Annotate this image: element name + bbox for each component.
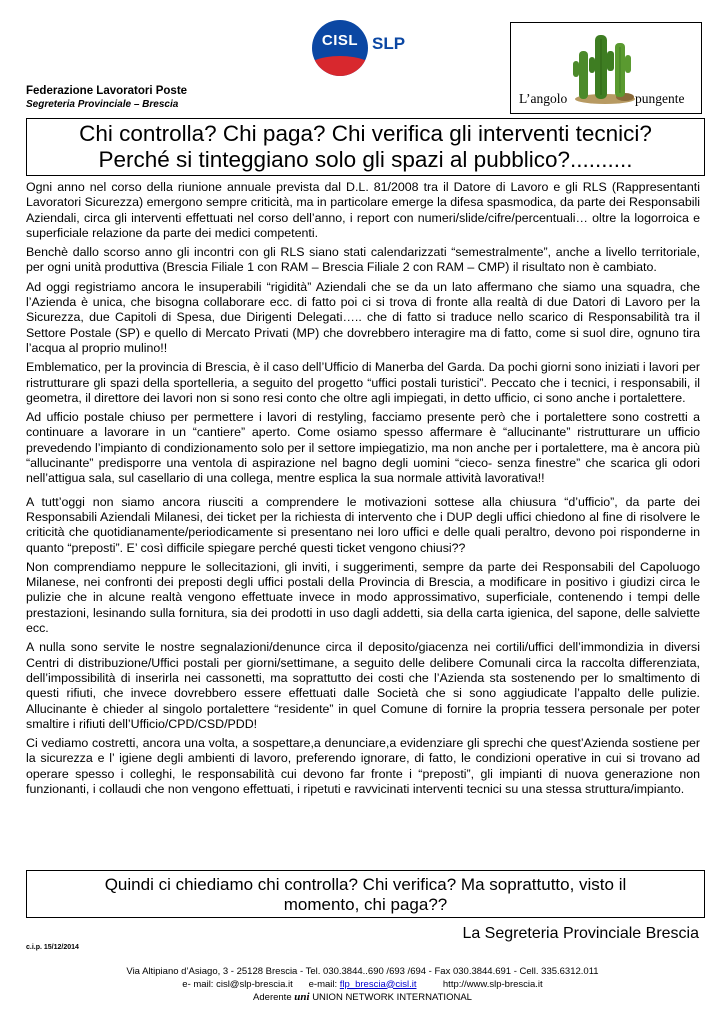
angolo-label: L’angolo [519,91,568,106]
cactus-icon [573,29,637,105]
cisl-logo-circle [312,20,368,76]
footer-aderente: Aderente [253,992,292,1003]
title-line-2: Perché si tinteggiano solo gli spazi al pubblico?.......... [98,147,633,172]
title-box [26,118,705,176]
footer-network-name: UNION NETWORK INTERNATIONAL [312,992,472,1003]
pungente-label: pungente [635,91,685,106]
paragraph: Ci vediamo costretti, ancora una volta, a sospettare,a denunciare,a evidenziare gli sprechi che quest’Azienda sostiene per la sicurezza e l’ igiene degli ambienti di lavoro, preferendo ignorare, di fatto, le condizioni operative in cui si trovano ad operare spesso i colleghi, le responsabilità cui devono far fronte i “preposti”, gli impianti di nuova generazione non funzionanti, i collaudi che non vengono effettuati, i ripetuti e ravvicinati interventi tecnici su una stessa struttura/impianto. [26,736,700,796]
footer-email2-label: e-mail: [308,978,338,990]
footer-contacts [0,979,725,992]
secretariat-subtitle: Segreteria Provinciale – Brescia [26,99,179,110]
uni-logo: uni [294,991,310,1003]
paragraph: Ad ufficio postale chiuso per permettere i lavori di restyling, facciamo presente però che i portalettere sono costretti a continuare a lavorare in un “cantiere” aperto. Come osiamo spesso affermare è “allucinante” ristrutturare un ufficio prevedendo l’impianto di condizionamento solo per il settore impiegatizio, ma non anche per i portalettere, ma è ancora più “allucinante” predisporre una ventola di aspirazione nel bagno degli uomini “cieco- senza finestre” che scarica gli odori nell’attigua sala, sul casellario di una collega, mentre esplica la sua normale attività lavorativa!! [26,410,700,486]
logo-cisl-text: CISL [321,32,359,49]
cip-date: c.i.p. 15/12/2014 [26,944,79,951]
footer-website: http://www.slp-brescia.it [442,978,543,990]
signature: La Segreteria Provinciale Brescia [462,925,699,942]
paragraph: A tutt’oggi non siamo ancora riusciti a comprendere le motivazioni sottese alla chiusura “d’ufficio”, da parte dei Responsabili Aziendali Milanesi, dei ticket per la richiesta di intervento che i DUP degli uffici chiedono al fine di risolvere le criticità che quotidianamente/periodicamente si presentano nei loro uffici e delle quali peraltro, devono poi risponderne in quanto “preposti”. E’ così difficile spiegare perché questi ticket vengono chiusi?? [26,494,700,555]
paragraph: Benchè dallo scorso anno gli incontri con gli RLS siano stati calendarizzati “semestralmente”, anche a livello territoriale, per ogni unità produttiva (Brescia Filiale 1 con RAM – Brescia Filiale 2 con RAM – CMP) il risultato non è cambiato. [26,245,700,275]
logo-slp-text: SLP [372,34,406,53]
closing-line-1: Quindi ci chiediamo chi controlla? Chi verifica? Ma soprattutto, visto il [104,875,627,894]
footer-email: e- mail: cisl@slp-brescia.it [182,978,293,990]
closing-line-2: momento, chi paga?? [283,895,448,914]
footer-network [0,991,725,1005]
body-text [26,180,700,801]
footer [0,966,725,1005]
footer-address: Via Altipiano d’Asiago, 3 - 25128 Brescia - Tel. 030.3844..690 /693 /694 - Fax 030.3844.691 - Cell. 335.6312.011 [126,966,599,977]
paragraph: A nulla sono servite le nostre segnalazioni/denunce circa il deposito/giacenza nei cortili/uffici dell’immondizia in diversi Centri di distribuzione/Uffici postali per giorni/settimane, a seguito delle delibere Comunali circa la raccolta differenziata, dell’impossibilità di inserirla nei cassonetti, ma soprattutto dei costi che l’Azienda sta sostenendo per lo smaltimento di questi rifiuti, che invece dovrebbero essere effettuati dalle Società che si sono aggiudicate l’appalto delle pulizie. Allucinante è chieder al singolo portalettere “residente” in quel Comune di fornire la propria tessera personale per poter smaltire i rifiuti dell’Ufficio/CPD/CSD/PDD! [26,640,700,731]
cisl-slp-logo [312,20,418,78]
federation-title: Federazione Lavoratori Poste [26,85,188,97]
title-line-1: Chi controlla? Chi paga? Chi verifica gli interventi tecnici? [79,121,652,146]
paragraph: Emblematico, per la provincia di Brescia, è il caso dell’Ufficio di Manerba del Garda. Da pochi giorni sono iniziati i lavori per ristrutturare gli spazi della sportelleria, a seguito del progetto “uffici postali turistici”. Peccato che i tecnici, i responsabili, il geometra, il direttore dei lavori non si sono resi conto che oltre agli impiegati, in detto ufficio, ci sono anche i portalettere. [26,360,701,405]
paragraph: Non comprendiamo neppure le sollecitazioni, gli inviti, i suggerimenti, sempre da parte dei Responsabili del Capoluogo Milanese, nei confronti dei preposti degli uffici postali della Provincia di Brescia, a modificare in positivo i giudizi circa le pulizie che in alcune realtà vengono effettuate invece in modo approssimativo, superficiale, contenendo i tempi delle prestazioni, lesinando sulla fornitura, sia dei prodotti in uso dagli addetti, sia della carta igienica, del sapone, delle salviette ecc. [26,559,700,636]
closing-box [26,870,705,918]
paragraph: Ad oggi registriamo ancora le insuperabili “rigidità” Aziendali che se da un lato affermano che siamo una squadra, che l’Azienda è unica, che bisogna collaborare ecc. di fatto poi ci si trova di fronte alla realtà di due Datori di Lavoro per la Sicurezza, due Capitoli di Spesa, due Dirigenti Delegati….. che di fatto si traduce nello scarico di Responsabilità tra il Settore Postale (SP) e quello di Mercato Privati (MP) che dovrebbero interagire ma di fatto, come si suol dire, ognuno tira l’acqua al proprio mulino!! [26,279,700,355]
footer-email2-link[interactable]: flp_brescia@cisl.it [339,978,417,990]
paragraph: Ogni anno nel corso della riunione annuale prevista dal D.L. 81/2008 tra il Datore di Lavoro e gli RLS (Rappresentanti Lavoratori Sicurezza) emergono sempre criticità, ma in particolare emerge la difesa spasmodica, da parte dei Responsabili Aziendali, circa gli interventi effettuati nel corso dell’anno, i report con numeri/slide/cifre/percentuali… oltre la logorroica e superficiale relazione da parte dei medici competenti. [26,180,700,240]
angolo-pungente-box [510,22,702,114]
